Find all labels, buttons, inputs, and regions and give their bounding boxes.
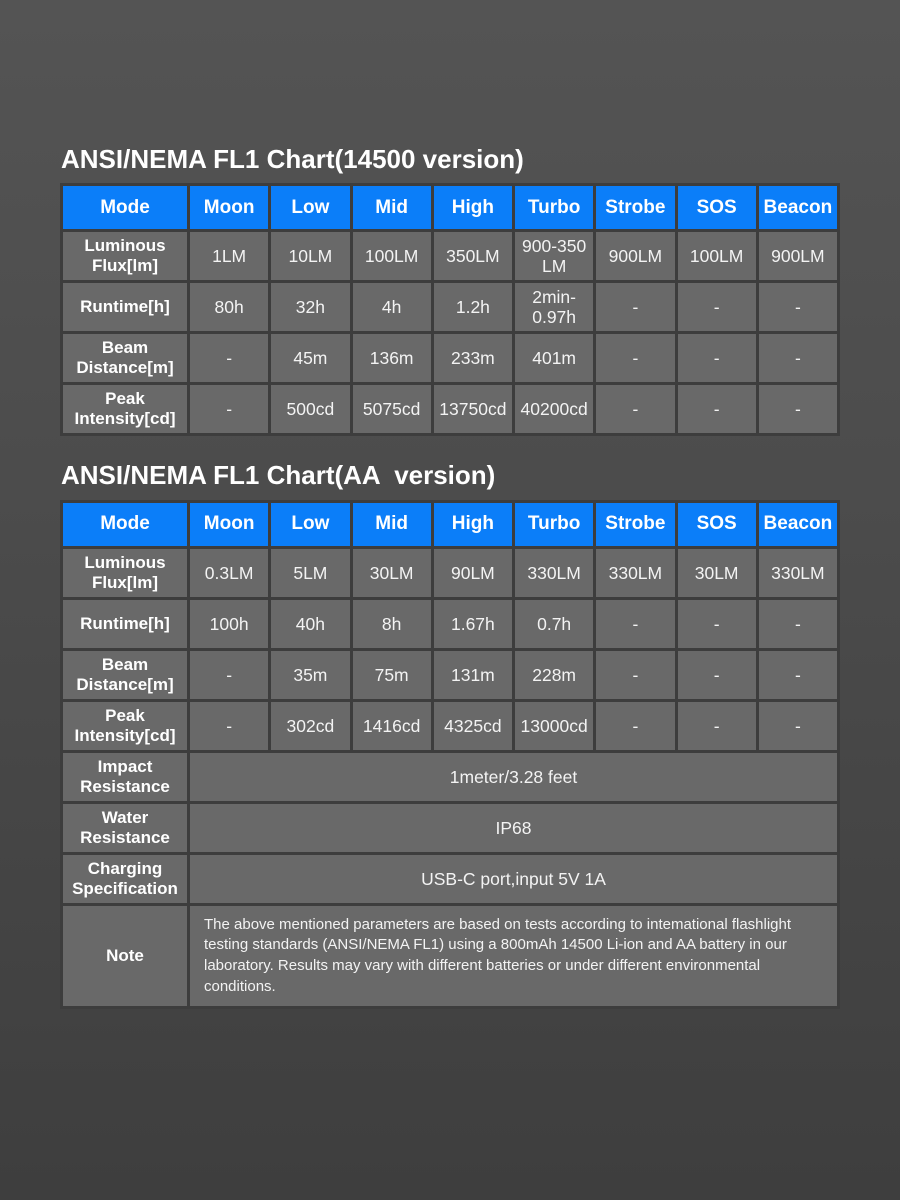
column-header-moon: Moon (189, 501, 270, 547)
column-header-turbo: Turbo (514, 185, 595, 231)
spec-cell: 131m (432, 649, 513, 700)
row-label: Runtime[h] (62, 282, 189, 333)
row-label: Runtime[h] (62, 598, 189, 649)
fl1-table-14500 (60, 183, 840, 436)
spec-cell: 500cd (270, 384, 351, 435)
spec-cell: - (189, 649, 270, 700)
spec-cell: 1.2h (432, 282, 513, 333)
spec-cell: - (676, 384, 757, 435)
row-label: Charging Specification (62, 853, 189, 904)
spec-value: 1meter/3.28 feet (189, 751, 839, 802)
table-row (62, 547, 839, 598)
spec-full-row (62, 853, 839, 904)
spec-cell: 13000cd (514, 700, 595, 751)
spec-cell: 4h (351, 282, 432, 333)
spec-cell: 900-350 LM (514, 231, 595, 282)
header-row (62, 501, 839, 547)
row-label: Peak Intensity[cd] (62, 700, 189, 751)
spec-cell: 75m (351, 649, 432, 700)
fl1-table-aa (60, 500, 840, 1010)
spec-cell: - (676, 282, 757, 333)
spec-cell: 8h (351, 598, 432, 649)
spec-cell: 0.7h (514, 598, 595, 649)
spec-cell: 100LM (676, 231, 757, 282)
column-header-mid: Mid (351, 185, 432, 231)
column-header-moon: Moon (189, 185, 270, 231)
spec-full-row (62, 904, 839, 1008)
column-header-sos: SOS (676, 501, 757, 547)
row-label: Water Resistance (62, 802, 189, 853)
spec-cell: - (757, 333, 838, 384)
table-row (62, 598, 839, 649)
spec-cell: - (595, 333, 676, 384)
spec-cell: 4325cd (432, 700, 513, 751)
table-row (62, 700, 839, 751)
spec-cell: 45m (270, 333, 351, 384)
spec-cell: 35m (270, 649, 351, 700)
row-label: Luminous Flux[lm] (62, 231, 189, 282)
spec-cell: 100h (189, 598, 270, 649)
spec-cell: - (757, 282, 838, 333)
column-header-mid: Mid (351, 501, 432, 547)
spec-cell: - (189, 700, 270, 751)
table-row (62, 231, 839, 282)
fl1-chart-section-14500 (60, 146, 840, 436)
spec-cell: - (595, 384, 676, 435)
spec-cell: 100LM (351, 231, 432, 282)
spec-cell: 1.67h (432, 598, 513, 649)
header-row (62, 185, 839, 231)
spec-cell: - (757, 384, 838, 435)
spec-cell: - (676, 333, 757, 384)
spec-cell: 2min-0.97h (514, 282, 595, 333)
column-header-turbo: Turbo (514, 501, 595, 547)
spec-full-row (62, 802, 839, 853)
table-row (62, 333, 839, 384)
spec-cell: - (757, 700, 838, 751)
spec-cell: - (595, 598, 676, 649)
spec-cell: - (676, 700, 757, 751)
row-label: Note (62, 904, 189, 1008)
column-header-mode: Mode (62, 185, 189, 231)
note-text: The above mentioned parameters are based on tests according to intemational flashlight testing standards (ANSI/NEMA FL1) using a 800mAh 14500 Li-ion and AA battery in our laboratory. Results may vary with different batteries or under different environmental conditions. (189, 904, 839, 1008)
spec-cell: 1416cd (351, 700, 432, 751)
section-title-14500: ANSI/NEMA FL1 Chart(14500 version) (61, 144, 524, 174)
spec-cell: 401m (514, 333, 595, 384)
spec-cell: - (189, 384, 270, 435)
spec-cell: 136m (351, 333, 432, 384)
section-title-aa: ANSI/NEMA FL1 Chart(AA version) (61, 460, 496, 491)
column-header-beacon: Beacon (757, 501, 838, 547)
spec-cell: 1LM (189, 231, 270, 282)
spec-cell: - (595, 282, 676, 333)
spec-cell: 30LM (676, 547, 757, 598)
row-label: Impact Resistance (62, 751, 189, 802)
spec-cell: - (757, 598, 838, 649)
spec-cell: 30LM (351, 547, 432, 598)
column-header-strobe: Strobe (595, 185, 676, 231)
row-label: Beam Distance[m] (62, 333, 189, 384)
spec-cell: - (189, 333, 270, 384)
spec-value: USB-C port,input 5V 1A (189, 853, 839, 904)
spec-cell: 10LM (270, 231, 351, 282)
column-header-high: High (432, 501, 513, 547)
spec-cell: - (757, 649, 838, 700)
spec-cell: - (676, 649, 757, 700)
spec-cell: 13750cd (432, 384, 513, 435)
row-label: Luminous Flux[lm] (62, 547, 189, 598)
spec-cell: 233m (432, 333, 513, 384)
spec-cell: 5LM (270, 547, 351, 598)
spec-cell: 330LM (757, 547, 838, 598)
spec-cell: 302cd (270, 700, 351, 751)
spec-cell: - (595, 700, 676, 751)
spec-cell: 900LM (757, 231, 838, 282)
spec-cell: - (595, 649, 676, 700)
spec-cell: 40h (270, 598, 351, 649)
spec-cell: 90LM (432, 547, 513, 598)
spec-cell: 40200cd (514, 384, 595, 435)
column-header-low: Low (270, 501, 351, 547)
column-header-sos: SOS (676, 185, 757, 231)
spec-cell: 80h (189, 282, 270, 333)
spec-cell: 900LM (595, 231, 676, 282)
column-header-mode: Mode (62, 501, 189, 547)
spec-cell: 5075cd (351, 384, 432, 435)
row-label: Beam Distance[m] (62, 649, 189, 700)
spec-cell: 0.3LM (189, 547, 270, 598)
table-row (62, 649, 839, 700)
row-label: Peak Intensity[cd] (62, 384, 189, 435)
spec-cell: 32h (270, 282, 351, 333)
spec-cell: 330LM (514, 547, 595, 598)
spec-full-row (62, 751, 839, 802)
column-header-high: High (432, 185, 513, 231)
fl1-chart-section-aa (60, 462, 840, 1009)
spec-value: IP68 (189, 802, 839, 853)
table-row (62, 384, 839, 435)
table-row (62, 282, 839, 333)
column-header-beacon: Beacon (757, 185, 838, 231)
column-header-strobe: Strobe (595, 501, 676, 547)
spec-cell: - (676, 598, 757, 649)
spec-cell: 228m (514, 649, 595, 700)
column-header-low: Low (270, 185, 351, 231)
spec-cell: 350LM (432, 231, 513, 282)
spec-cell: 330LM (595, 547, 676, 598)
